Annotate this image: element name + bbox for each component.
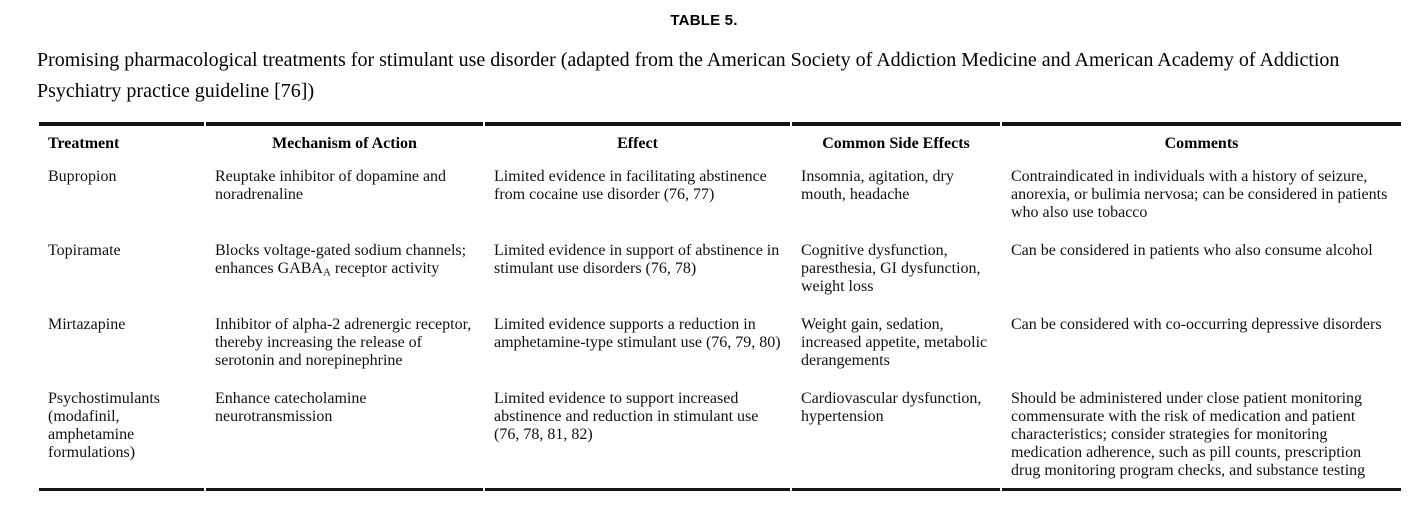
cell-treatment: Mirtazapine [48,316,126,333]
cell-treatment: Topiramate [48,242,121,259]
treatments-table [37,122,1403,491]
cell-mechanism [206,390,483,491]
cell-side-effects: Cognitive dysfunction, paresthesia, GI dysfunction, weight loss [801,242,981,295]
cell-comments: Can be considered with co-occurring depressive disorders [1011,316,1382,333]
column-header-side-effects: Common Side Effects [792,122,1000,168]
table-label: TABLE 5. [670,12,738,29]
cell-mechanism [206,168,483,242]
cell-side-effects: Weight gain, sedation, increased appetite, metabolic derangements [801,316,988,369]
cell-mechanism [206,316,483,390]
table-header [39,122,1401,168]
table-body [39,168,1401,491]
table-row-topiramate [39,242,1401,316]
table-row-bupropion [39,168,1401,242]
column-header-effect: Effect [485,122,790,168]
cell-mechanism [206,242,483,316]
mechanism-text: Inhibitor of alpha-2 adrenergic receptor, thereby increasing the release of serotonin and norepinephrine [215,316,472,369]
mechanism-subscript: A [322,266,331,279]
cell-comments: Contraindicated in individuals with a history of seizure, anorexia, or bulimia nervosa; can be considered in patients who also use tobacco [1011,168,1388,221]
header-row [39,122,1401,168]
mechanism-text-after: receptor activity [330,260,440,277]
table-row-psychostimulants [39,390,1401,491]
mechanism-text: Reuptake inhibitor of dopamine and noradrenaline [215,168,447,203]
mechanism-text: Blocks voltage-gated sodium channels; enhances GABA [215,242,467,277]
column-header-comments: Comments [1002,122,1401,168]
cell-treatment: Psychostimulants (modafinil, amphetamine formulations) [39,390,204,491]
cell-comments: Can be considered in patients who also consume alcohol [1011,242,1373,259]
cell-effect: Limited evidence in facilitating abstinence from cocaine use disorder (76, 77) [494,168,767,203]
table-row-mirtazapine [39,316,1401,390]
column-header-treatment: Treatment [39,122,204,168]
document-page [0,12,1408,506]
mechanism-text: Enhance catecholamine neurotransmission [215,390,367,425]
cell-comments: Should be administered under close patient monitoring commensurate with the risk of medication and patient characteristics; consider strategies for monitoring medication adherence, such as pill counts, prescription drug monitoring program checks, and substance testing [1002,390,1401,491]
cell-side-effects: Insomnia, agitation, dry mouth, headache [801,168,954,203]
cell-side-effects: Cardiovascular dysfunction, hypertension [792,390,1000,491]
cell-treatment: Bupropion [48,168,117,185]
cell-effect: Limited evidence supports a reduction in amphetamine-type stimulant use (76, 79, 80) [494,316,781,351]
table-caption: Promising pharmacological treatments for stimulant use disorder (adapted from the American Society of Addiction Medicine and American Academy of Addiction Psychiatry practice guideline [76]) [37,49,1340,102]
cell-effect: Limited evidence in support of abstinence in stimulant use disorders (76, 78) [494,242,780,277]
column-header-mechanism: Mechanism of Action [206,122,483,168]
cell-effect: Limited evidence to support increased abstinence and reduction in stimulant use (76, 78, 81, 82) [485,390,790,491]
